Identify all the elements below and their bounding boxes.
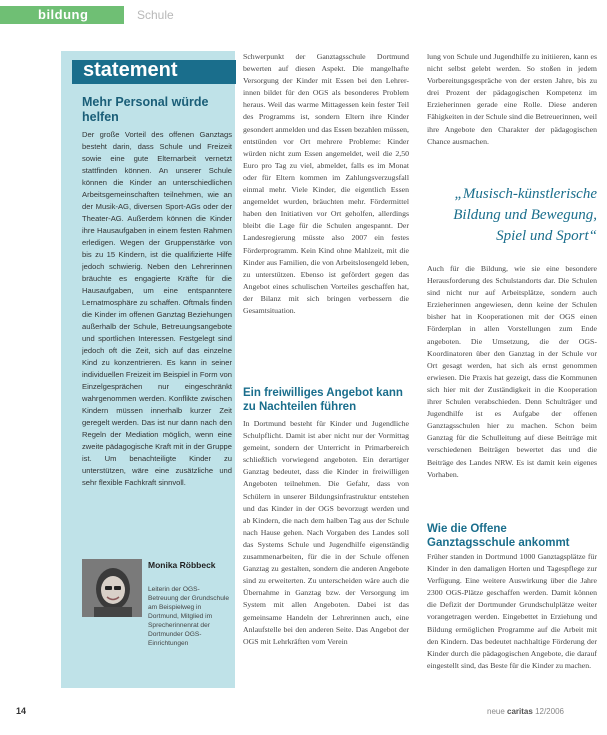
column-3-paragraph-2: Auch für die Bildung, wie sie eine besondere Herausforderung des Schulstandorts dar. Die Schulen sind nicht nur auf Arbeitsplätze, sondern auch Erzieherinnen angewiesen, denn keine der Schulen bisher hat in Kooperationen mit der OGS einen Förderplan in allen Vorstellungen zum Ende angeboten. Die Umsetzung, die der OGS-Koordinatoren über den Ganztag in der Schule vor Ort gesagt werden, hat sich als ernst genommen erwiesen. Die Praxis hat gezeigt, dass die Kommunen sich hier mit der Zuständigkeit in die Kooperation ihrer Schulen verabschieden. Denn Schulträger und Jugendhilfe ist es Aufgabe der offenen Ganztagsschulen hier zu machen. Schon beim Ganztag für die Schulleitung auf diese Beiträge mit verschiedenen Beiträgen bewertet das und die Beiträge des Landes NRW. Es ist damit kein eigenes Vorhaben.: [427, 264, 597, 479]
column-2-paragraph-2: In Dortmund besteht für Kinder und Jugendliche Schulpflicht. Damit ist aber nicht nur der Vormittag gemeint, sondern der Unterricht in Primarbereich schließlich vorwiegend angeboten. Ein derartiger Ganztag bedeutet, dass die Kinder in freiwilligen Angeboten teilnehmen. Die Gefahr, dass von Schülern in unserer Bildungsinfrastruktur entstehen und das Kinder in der OGS bevorzugt werden und ab Kindern, die nach dem halben Tag aus der Schule nach Hause gehen. Nach Vorgaben des Landes soll das Systems Schule und Jugendhilfe eigenständig zusammenarbeiten, für die in der Schule offenen Ganztag zu gestalten, sondern die anderen Angebote sind zu erweiterten. Zu unterscheiden wäre auch die Übernahme in Ganztag bzw. der Versorgung im System mit allen Angeboten. Dabei ist das gemeinsame Handeln der Lehrerinnen auch, eine Anlaufstelle bei den anderen Seite. Das Angebot der OGS mit Lehrkräften vom Verein: [243, 419, 409, 646]
author-info: Leiterin der OGS-Betreuung der Grundschule am Beispielweg in Dortmund, Mitglied im Sprecherinnenrat der Dortmunder OGS-Einrichtungen: [148, 586, 230, 647]
footer-brand-a: neue: [487, 707, 505, 716]
footer-issue: 12/2006: [535, 707, 564, 716]
subsection-label: Schule: [137, 8, 174, 22]
page-number: 14: [16, 706, 27, 716]
section-label: bildung: [38, 7, 89, 22]
author-photo: [82, 559, 142, 617]
statement-badge: [72, 60, 236, 84]
statement-badge-label: statement: [83, 59, 178, 81]
column-3-subheading: Wie die Offene Ganztagsschule ankommt: [427, 523, 570, 549]
author-name: Monika Röbbeck: [148, 560, 216, 570]
section-tab: [0, 6, 124, 24]
column-3-paragraph-1: lung von Schule und Jugendhilfe zu initiieren, kann es nicht selbst gelebt werden. So stoßen in jedem Vorbereitungsgespräche von der ersten Jahre, bis zu drei Prozent der pädagogischen Kompetenz im Erzieherinnen gerade eine Rolle. Diese anderen Fähigkeiten in der Schule sind die Betreuerinnen, weil ihre Angebote den Charakter der pädagogischen Chance ausmachen.: [427, 52, 597, 146]
sidebar-body: Der große Vorteil des offenen Ganztags besteht darin, dass Schule und Freizeit sowie eine gute Elternarbeit vernetzt stattfinden können. An unserer Schule können die Kinder an unterschiedlichen Arbeitsgemeinschaften teilnehmen, wie an der Musik-AG, diversen Sport-AGs oder der Theater-AG. Außerdem können die Kinder ihre Hausaufgaben in einem festen Rahmen erledigen. Wegen der Gruppenstärke von bis zu 15 Kindern, ist die qualifizierte Hilfe jedoch schwierig. Neben den Lehrerinnen bräuchte es engagierte Kräfte für die Hausaufgaben, um eine entspanntere Lernatmosphäre zu schaffen. Oftmals finden die Kinder im offenen Ganztag Beziehungen außerhalb der Schule, Betreuungsangebote und sportlichen Interessen. Festgelegt sind jedoch oft die Zeit, sich auf das einzelne Kind zu konzentrieren. Es kann in seiner individuellen Freizeit im Beispiel in Form von Einzelgesprächen nur eingeschränkt wahrgenommen werden. Konflikte zwischen Kindern müssen innerhalb kurzer Zeit geregelt werden. Das ist nur dann nach den Regeln der Mediation möglich, wenn eine zweite pädagogische Kraft mit in der Gruppe ist. Um benachteiligte Kinder zu unterstützen, wäre eine zusätzliche und sehr flexible Fachkraft sinnvoll.: [82, 130, 232, 487]
column-3-paragraph-3: Früher standen in Dortmund 1000 Ganztagsplätze für Kinder in den damaligen Horten und Tagespflege zur Verfügung. Eine weitere Auswirkung über die Jahre 2300 OGS-Plätze geschaffen werden. Damit können die Defizit der Dortmunder Grundschulplätze weiter vorangetragen werden. Eingebettet in Erziehung und Bildung ermöglichen Programme auf die Arbeit mit den Kindern. Das bedeutet nachhaltige Förderung der Kinder durch die pädagogischen Angebote, die darauf eingestellt sind, das Beste für die Kinder zu machen.: [427, 552, 597, 670]
pull-quote: „Musisch-künstlerische Bildung und Bewegung, Spiel und Sport“: [453, 186, 597, 244]
footer-brand: [487, 707, 564, 716]
footer-brand-b: caritas: [507, 707, 533, 716]
column-2-subheading: Ein freiwilliges Angebot kann zu Nachteilen führen: [243, 387, 403, 413]
sidebar-heading: Mehr Personal würde helfen: [82, 95, 209, 124]
column-2-paragraph-1: Schwerpunkt der Ganztagsschule Dortmund bewerten auf diesen Aspekt. Die mangelhafte Versorgung der Kinder mit Essen bei den Lehrer-innen bildet für den OGS als besonderes Problem heraus. Weil das warme Mittagessen kein fester Teil des Programms ist, sondern Eltern ihre Kinder gesondert anmelden und das Essen bezahlen müssen, entstünden vor Ort mehrere Probleme: Kinder würden nicht zum Essen angemeldet, weil die 2,50 Euro pro Tag zu viel, abmeldet, falls es im Monat oder für Eltern kommen im Zahlungsverzugsfall einmal mehr. Viele Kinder, die eigentlich Essen angemeldet wurden, bräuchten mehr. Fördermittel haben den Initiativen vor Ort geholfen, allerdings bleibt die Lage für die Schulen angespannt. Der Landesregierung müsste also 2007 ein festes Förderprogramm. Kein Kind ohne Mahlzeit, mit die Kinder aus Familien, die von Arbeitslosengeld leben, zu unterstützen. Ebenso ist gefördert gegen das Angebot eines schulischen Vorteiles geschaffen hat, der Bilanz mit sich bringen verbessern die Gesamtsituation.: [243, 52, 409, 315]
